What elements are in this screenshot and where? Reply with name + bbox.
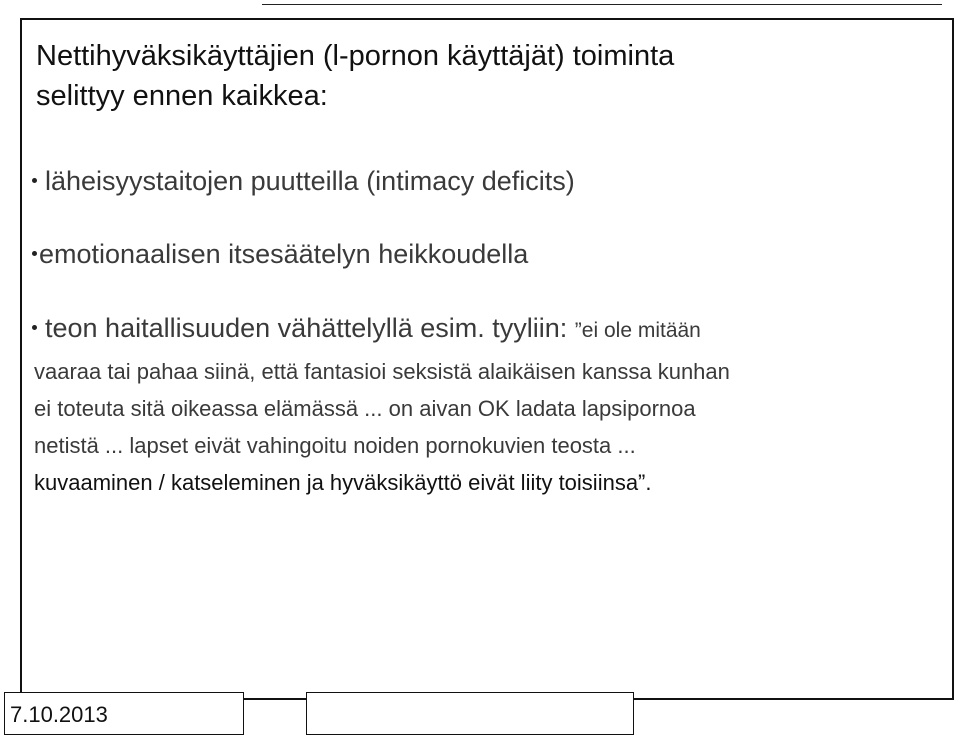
- bullet-text-1: läheisyystaitojen puutteilla (intimacy deficits): [45, 166, 575, 196]
- quote-paragraph: [34, 353, 944, 501]
- quote-start: ”ei ole mitään: [574, 319, 701, 342]
- bullet-text-3: teon haitallisuuden vähättelyllä esim. tyyliin:: [45, 313, 568, 343]
- slide-frame: [20, 18, 954, 700]
- bullet-item-2: [32, 236, 932, 272]
- bullet-item-1: [32, 163, 932, 199]
- bullet-icon: [32, 178, 37, 183]
- bullet-icon: [32, 325, 37, 330]
- bullet-icon: [32, 251, 37, 256]
- quote-line-4: kuvaaminen / katseleminen ja hyväksikäyttö eivät liity toisiinsa”.: [34, 470, 652, 495]
- footer-empty-box: [306, 692, 634, 735]
- slide-title: [36, 36, 936, 116]
- title-line-1: Nettihyväksikäyttäjien (l-pornon käyttäjät) toiminta: [36, 40, 675, 72]
- quote-line-3: netistä ... lapset eivät vahingoitu noiden pornokuvien teosta ...: [34, 433, 636, 458]
- bullet-item-3: [32, 310, 932, 349]
- bullet-text-2: emotionaalisen itsesäätelyn heikkoudella: [39, 239, 529, 269]
- quote-line-1: vaaraa tai pahaa siinä, että fantasioi seksistä alaikäisen kanssa kunhan: [34, 359, 730, 384]
- footer-date: 7.10.2013: [10, 702, 108, 727]
- title-line-2: selittyy ennen kaikkea:: [36, 80, 328, 112]
- top-rule: [262, 0, 942, 5]
- quote-line-2: ei toteuta sitä oikeassa elämässä ... on aivan OK ladata lapsipornoa: [34, 396, 696, 421]
